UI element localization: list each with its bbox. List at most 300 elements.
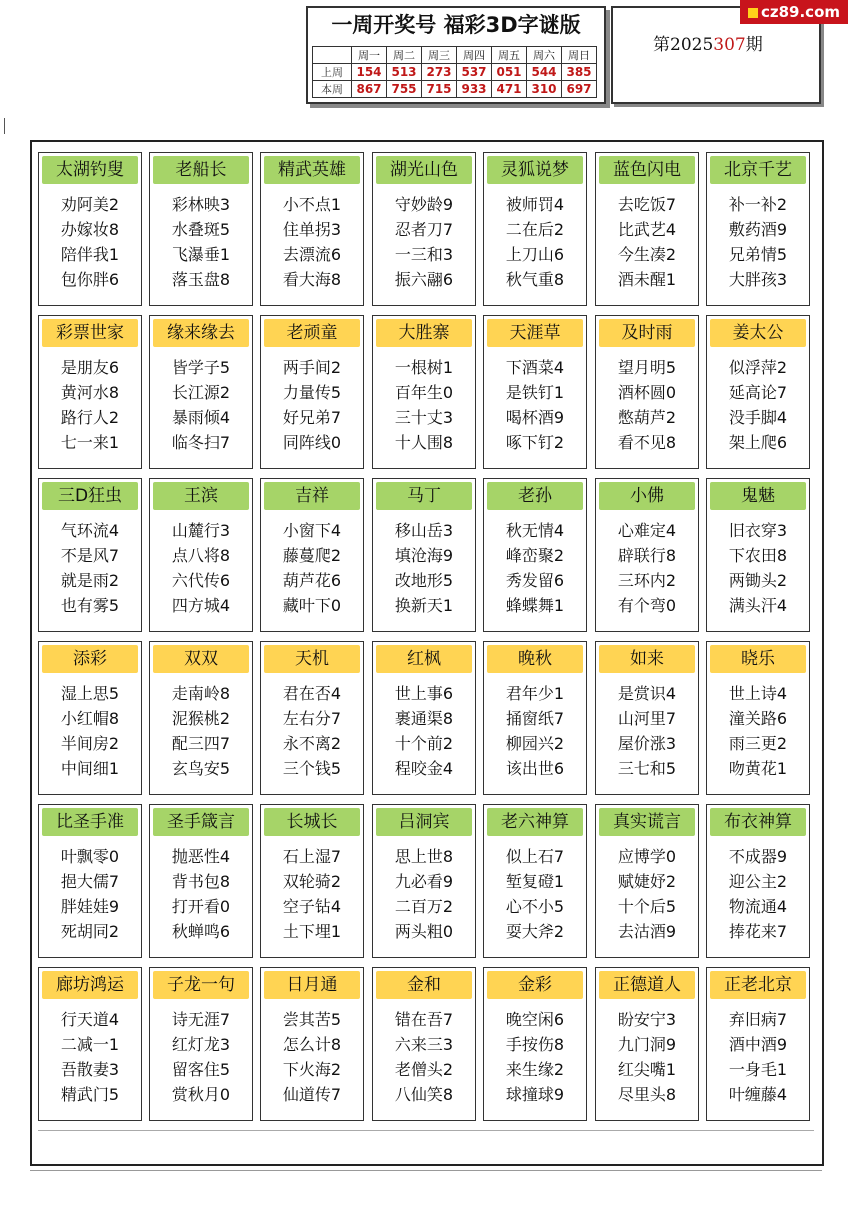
riddle-line: 泥猴桃2	[171, 709, 231, 728]
riddle-line: 物流通4	[728, 897, 788, 916]
last-week-label: 上周	[313, 64, 352, 81]
riddle-line: 上刀山6	[505, 245, 565, 264]
riddle-card-title: 灵狐说梦	[487, 156, 583, 184]
riddle-line: 是朋友6	[60, 358, 120, 377]
riddle-line: 力量传5	[282, 383, 342, 402]
riddle-line: 三七和5	[617, 759, 677, 778]
logo-square-icon	[748, 8, 758, 18]
riddle-line: 抛恶性4	[171, 847, 231, 866]
riddle-line: 走南岭8	[171, 684, 231, 703]
riddle-card-title: 晓乐	[710, 645, 806, 673]
riddle-lines	[373, 518, 475, 618]
riddle-line: 去沽酒9	[617, 922, 677, 941]
riddle-card	[260, 478, 364, 632]
riddle-lines	[596, 844, 698, 944]
riddle-card	[483, 478, 587, 632]
riddle-line: 补一补2	[728, 195, 788, 214]
riddle-line: 九门洞9	[617, 1035, 677, 1054]
riddle-line: 酒未醒1	[617, 270, 677, 289]
riddle-card-title: 及时雨	[599, 319, 695, 347]
riddle-line: 十个前2	[394, 734, 454, 753]
riddle-line: 小不点1	[282, 195, 342, 214]
riddle-lines	[596, 1007, 698, 1107]
riddle-line: 君在否4	[282, 684, 342, 703]
riddle-card	[483, 152, 587, 306]
riddle-line: 就是雨2	[60, 571, 120, 590]
riddle-line: 葫芦花6	[282, 571, 342, 590]
riddle-line: 去漂流6	[282, 245, 342, 264]
riddle-lines	[39, 844, 141, 944]
riddle-line: 三十丈3	[394, 408, 454, 427]
riddle-lines	[261, 518, 363, 618]
riddle-card	[706, 967, 810, 1121]
riddle-card	[706, 315, 810, 469]
riddle-line: 暴雨倾4	[171, 408, 231, 427]
riddle-lines	[707, 518, 809, 618]
riddle-card	[149, 315, 253, 469]
draw-number: 697	[562, 81, 597, 98]
riddle-line: 红灯龙3	[171, 1035, 231, 1054]
riddle-line: 比武艺4	[617, 220, 677, 239]
riddle-line: 看大海8	[282, 270, 342, 289]
riddle-lines	[596, 355, 698, 455]
draw-number: 544	[527, 64, 562, 81]
riddle-card-title: 比圣手准	[42, 808, 138, 836]
riddle-lines	[707, 1007, 809, 1107]
riddle-lines	[596, 681, 698, 781]
riddle-card-title: 正老北京	[710, 971, 806, 999]
riddle-line: 旧衣穿3	[728, 521, 788, 540]
riddle-line: 永不离2	[282, 734, 342, 753]
riddle-line: 下酒菜4	[505, 358, 565, 377]
draw-number: 715	[422, 81, 457, 98]
riddle-card-title: 长城长	[264, 808, 360, 836]
draw-number: 471	[492, 81, 527, 98]
riddle-card-title: 小佛	[599, 482, 695, 510]
riddle-card-title: 双双	[153, 645, 249, 673]
riddle-card-title: 天机	[264, 645, 360, 673]
riddle-line: 两手间2	[282, 358, 342, 377]
riddle-card	[38, 315, 142, 469]
riddle-card-title: 王滨	[153, 482, 249, 510]
riddle-lines	[373, 355, 475, 455]
riddle-lines	[150, 192, 252, 292]
riddle-line: 藏叶下0	[282, 596, 342, 615]
riddle-card	[372, 804, 476, 958]
riddle-card-title: 姜太公	[710, 319, 806, 347]
riddle-line: 思上世8	[394, 847, 454, 866]
riddle-lines	[39, 518, 141, 618]
draw-number: 537	[457, 64, 492, 81]
riddle-line: 叶飘零0	[60, 847, 120, 866]
riddle-line: 蜂蝶舞1	[505, 596, 565, 615]
riddle-card	[260, 967, 364, 1121]
riddle-line: 满头汗4	[728, 596, 788, 615]
riddle-card-title: 真实谎言	[599, 808, 695, 836]
riddle-line: 有个弯0	[617, 596, 677, 615]
riddle-line: 怎么计8	[282, 1035, 342, 1054]
riddle-lines	[484, 681, 586, 781]
riddle-card-title: 圣手箴言	[153, 808, 249, 836]
riddle-line: 百年生0	[394, 383, 454, 402]
riddle-line: 胖娃娃9	[60, 897, 120, 916]
riddle-line: 双轮骑2	[282, 872, 342, 891]
riddle-card-title: 日月通	[264, 971, 360, 999]
riddle-line: 心不小5	[505, 897, 565, 916]
riddle-line: 峰峦聚2	[505, 546, 565, 565]
riddle-line: 二在后2	[505, 220, 565, 239]
riddle-card	[260, 152, 364, 306]
riddle-card-title: 吉祥	[264, 482, 360, 510]
riddle-card	[38, 804, 142, 958]
riddle-line: 叶缠藤4	[728, 1085, 788, 1104]
riddle-line: 似上石7	[505, 847, 565, 866]
riddle-line: 尽里头8	[617, 1085, 677, 1104]
riddle-line: 两头粗0	[394, 922, 454, 941]
riddle-line: 半间房2	[60, 734, 120, 753]
riddle-card-title: 老六神算	[487, 808, 583, 836]
riddle-line: 君年少1	[505, 684, 565, 703]
riddle-card	[372, 641, 476, 795]
riddle-card-title: 如来	[599, 645, 695, 673]
riddle-card	[706, 641, 810, 795]
riddle-line: 憋葫芦2	[617, 408, 677, 427]
riddle-lines	[373, 681, 475, 781]
weekday-label: 周三	[422, 47, 457, 64]
riddle-lines	[373, 192, 475, 292]
riddle-line: 球撞球9	[505, 1085, 565, 1104]
riddle-line: 住单拐3	[282, 220, 342, 239]
riddle-line: 黄河水8	[60, 383, 120, 402]
riddle-lines	[596, 192, 698, 292]
riddle-line: 一身毛1	[728, 1060, 788, 1079]
riddle-line: 落玉盘8	[171, 270, 231, 289]
riddle-line: 柳园兴2	[505, 734, 565, 753]
riddle-lines	[707, 355, 809, 455]
riddle-card-title: 天涯草	[487, 319, 583, 347]
riddle-line: 晚空闲6	[505, 1010, 565, 1029]
riddle-line: 没手脚4	[728, 408, 788, 427]
weekly-draw-table	[306, 6, 606, 104]
riddle-lines	[484, 844, 586, 944]
riddle-lines	[39, 192, 141, 292]
riddle-line: 诗无涯7	[171, 1010, 231, 1029]
riddle-line: 酒杯圆0	[617, 383, 677, 402]
riddle-card-title: 正德道人	[599, 971, 695, 999]
riddle-lines	[150, 681, 252, 781]
riddle-line: 老僧头2	[394, 1060, 454, 1079]
riddle-line: 弃旧病7	[728, 1010, 788, 1029]
riddle-line: 二减一1	[60, 1035, 120, 1054]
riddle-line: 三个钱5	[282, 759, 342, 778]
riddle-card-title: 太湖钓叟	[42, 156, 138, 184]
riddle-line: 错在吾7	[394, 1010, 454, 1029]
riddle-line: 小窗下4	[282, 521, 342, 540]
riddle-line: 打开看0	[171, 897, 231, 916]
riddle-line: 挹大儒7	[60, 872, 120, 891]
riddle-line: 忍者刀7	[394, 220, 454, 239]
riddle-line: 吻黄花1	[728, 759, 788, 778]
riddle-line: 石上湿7	[282, 847, 342, 866]
riddle-card	[260, 641, 364, 795]
riddle-line: 同阵线0	[282, 433, 342, 452]
riddle-lines	[707, 844, 809, 944]
riddle-card	[149, 967, 253, 1121]
riddle-line: 捅窗纸7	[505, 709, 565, 728]
riddle-line: 四方城4	[171, 596, 231, 615]
riddle-card-title: 吕洞宾	[376, 808, 472, 836]
riddle-line: 秀发留6	[505, 571, 565, 590]
riddle-line: 三环内2	[617, 571, 677, 590]
riddle-lines	[261, 192, 363, 292]
riddle-line: 尝其苦5	[282, 1010, 342, 1029]
draw-number: 310	[527, 81, 562, 98]
riddle-lines	[484, 355, 586, 455]
riddle-card-title: 布衣神算	[710, 808, 806, 836]
riddle-card-title: 湖光山色	[376, 156, 472, 184]
riddle-lines	[373, 1007, 475, 1107]
riddle-line: 应博学0	[617, 847, 677, 866]
riddle-line: 中间细1	[60, 759, 120, 778]
riddle-grid	[30, 140, 824, 1166]
riddle-line: 秋无情4	[505, 521, 565, 540]
riddle-line: 架上爬6	[728, 433, 788, 452]
riddle-line: 十个后5	[617, 897, 677, 916]
riddle-line: 捧花来7	[728, 922, 788, 941]
riddle-lines	[150, 355, 252, 455]
riddle-card	[595, 641, 699, 795]
riddle-line: 八仙笑8	[394, 1085, 454, 1104]
riddle-line: 该出世6	[505, 759, 565, 778]
riddle-line: 是赏识4	[617, 684, 677, 703]
riddle-lines	[484, 518, 586, 618]
riddle-card	[595, 152, 699, 306]
draw-number: 273	[422, 64, 457, 81]
riddle-lines	[150, 844, 252, 944]
draw-number: 051	[492, 64, 527, 81]
riddle-lines	[39, 1007, 141, 1107]
riddle-card	[260, 804, 364, 958]
riddle-line: 山河里7	[617, 709, 677, 728]
riddle-card-title: 鬼魅	[710, 482, 806, 510]
riddle-line: 今生凑2	[617, 245, 677, 264]
riddle-card	[483, 804, 587, 958]
riddle-line: 藤蔓爬2	[282, 546, 342, 565]
riddle-line: 长江源2	[171, 383, 231, 402]
riddle-line: 被师罚4	[505, 195, 565, 214]
riddle-line: 陪伴我1	[60, 245, 120, 264]
riddle-card-title: 老顽童	[264, 319, 360, 347]
riddle-line: 兄弟情5	[728, 245, 788, 264]
riddle-line: 背书包8	[171, 872, 231, 891]
riddle-line: 六代传6	[171, 571, 231, 590]
riddle-line: 土下埋1	[282, 922, 342, 941]
riddle-card	[706, 152, 810, 306]
riddle-line: 辟联行8	[617, 546, 677, 565]
riddle-line: 不成器9	[728, 847, 788, 866]
riddle-card-title: 红枫	[376, 645, 472, 673]
riddle-line: 屋价涨3	[617, 734, 677, 753]
riddle-line: 迎公主2	[728, 872, 788, 891]
riddle-line: 换新天1	[394, 596, 454, 615]
riddle-card	[372, 152, 476, 306]
riddle-line: 点八将8	[171, 546, 231, 565]
riddle-line: 气环流4	[60, 521, 120, 540]
riddle-line: 下火海2	[282, 1060, 342, 1079]
riddle-line: 七一来1	[60, 433, 120, 452]
riddle-card-title: 缘来缘去	[153, 319, 249, 347]
riddle-line: 盼安宁3	[617, 1010, 677, 1029]
riddle-card	[38, 152, 142, 306]
riddle-line: 死胡同2	[60, 922, 120, 941]
divider	[38, 1130, 814, 1131]
riddle-card	[149, 152, 253, 306]
riddle-lines	[707, 681, 809, 781]
riddle-lines	[39, 681, 141, 781]
riddle-line: 裹通渠8	[394, 709, 454, 728]
riddle-card-title: 北京千艺	[710, 156, 806, 184]
riddle-line: 左右分7	[282, 709, 342, 728]
riddle-line: 改地形5	[394, 571, 454, 590]
riddle-card	[595, 315, 699, 469]
riddle-line: 世上事6	[394, 684, 454, 703]
riddle-card	[372, 967, 476, 1121]
riddle-line: 心难定4	[617, 521, 677, 540]
riddle-card-title: 添彩	[42, 645, 138, 673]
draw-number: 385	[562, 64, 597, 81]
weekday-label: 周一	[352, 47, 387, 64]
riddle-line: 飞瀑垂1	[171, 245, 231, 264]
riddle-line: 临冬扫7	[171, 433, 231, 452]
riddle-lines	[484, 1007, 586, 1107]
riddle-lines	[373, 844, 475, 944]
riddle-line: 红尖嘴1	[617, 1060, 677, 1079]
riddle-card	[483, 967, 587, 1121]
riddle-card-title: 老孙	[487, 482, 583, 510]
riddle-line: 仙道传7	[282, 1085, 342, 1104]
riddle-card-title: 精武英雄	[264, 156, 360, 184]
riddle-lines	[261, 355, 363, 455]
riddle-line: 来生缘2	[505, 1060, 565, 1079]
riddle-line: 程咬金4	[394, 759, 454, 778]
riddle-line: 水叠斑5	[171, 220, 231, 239]
riddle-line: 是铁钉1	[505, 383, 565, 402]
riddle-line: 移山岳3	[394, 521, 454, 540]
riddle-card	[595, 967, 699, 1121]
riddle-line: 吾散妻3	[60, 1060, 120, 1079]
riddle-card-title: 老船长	[153, 156, 249, 184]
riddle-line: 不是风7	[60, 546, 120, 565]
issue-number: 第2025307期	[653, 35, 763, 55]
riddle-line: 九必看9	[394, 872, 454, 891]
weekday-label: 周六	[527, 47, 562, 64]
riddle-line: 延高论7	[728, 383, 788, 402]
riddle-card	[38, 967, 142, 1121]
weekday-label: 周二	[387, 47, 422, 64]
riddle-lines	[707, 192, 809, 292]
riddle-lines	[261, 1007, 363, 1107]
riddle-card	[706, 804, 810, 958]
riddle-line: 赋婕妤2	[617, 872, 677, 891]
riddle-lines	[596, 518, 698, 618]
riddle-line: 配三四7	[171, 734, 231, 753]
riddle-lines	[150, 1007, 252, 1107]
riddle-card	[149, 804, 253, 958]
weekday-label: 周五	[492, 47, 527, 64]
riddle-card	[372, 315, 476, 469]
draw-number: 867	[352, 81, 387, 98]
riddle-card-title: 三D狂虫	[42, 482, 138, 510]
riddle-card	[483, 641, 587, 795]
riddle-line: 世上诗4	[728, 684, 788, 703]
riddle-line: 望月明5	[617, 358, 677, 377]
riddle-card	[706, 478, 810, 632]
riddle-line: 办嫁妆8	[60, 220, 120, 239]
riddle-lines	[150, 518, 252, 618]
riddle-line: 彩林映3	[171, 195, 231, 214]
riddle-line: 守妙龄9	[394, 195, 454, 214]
riddle-line: 路行人2	[60, 408, 120, 427]
riddle-line: 赏秋月0	[171, 1085, 231, 1104]
riddle-line: 喝杯酒9	[505, 408, 565, 427]
draw-number: 154	[352, 64, 387, 81]
riddle-line: 精武门5	[60, 1085, 120, 1104]
riddle-line: 留客住5	[171, 1060, 231, 1079]
riddle-line: 啄下钉2	[505, 433, 565, 452]
draw-number: 755	[387, 81, 422, 98]
riddle-card-title: 晚秋	[487, 645, 583, 673]
weekday-label: 周日	[562, 47, 597, 64]
divider	[4, 118, 5, 134]
riddle-line: 空子钻4	[282, 897, 342, 916]
riddle-line: 耍大斧2	[505, 922, 565, 941]
riddle-line: 玄鸟安5	[171, 759, 231, 778]
riddle-card-title: 金彩	[487, 971, 583, 999]
riddle-line: 填沧海9	[394, 546, 454, 565]
riddle-line: 大胖孩3	[728, 270, 788, 289]
site-logo[interactable]: cz89.com	[740, 0, 848, 24]
riddle-card-title: 马丁	[376, 482, 472, 510]
riddle-line: 行天道4	[60, 1010, 120, 1029]
riddle-line: 也有雾5	[60, 596, 120, 615]
riddle-line: 看不见8	[617, 433, 677, 452]
riddle-line: 去吃饭7	[617, 195, 677, 214]
riddle-card	[260, 315, 364, 469]
riddle-line: 堑复磴1	[505, 872, 565, 891]
riddle-card-title: 子龙一句	[153, 971, 249, 999]
riddle-card	[149, 478, 253, 632]
riddle-line: 一三和3	[394, 245, 454, 264]
riddle-line: 二百万2	[394, 897, 454, 916]
riddle-lines	[39, 355, 141, 455]
riddle-lines	[484, 192, 586, 292]
draw-number: 933	[457, 81, 492, 98]
riddle-card	[483, 315, 587, 469]
riddle-card-title: 金和	[376, 971, 472, 999]
riddle-line: 敷药酒9	[728, 220, 788, 239]
riddle-line: 劝阿美2	[60, 195, 120, 214]
riddle-line: 一根树1	[394, 358, 454, 377]
riddle-line: 好兄弟7	[282, 408, 342, 427]
riddle-card	[595, 804, 699, 958]
divider	[30, 1170, 822, 1171]
riddle-line: 小红帽8	[60, 709, 120, 728]
riddle-card-title: 蓝色闪电	[599, 156, 695, 184]
riddle-line: 六来三3	[394, 1035, 454, 1054]
riddle-line: 湿上思5	[60, 684, 120, 703]
riddle-line: 山麓行3	[171, 521, 231, 540]
riddle-lines	[261, 681, 363, 781]
